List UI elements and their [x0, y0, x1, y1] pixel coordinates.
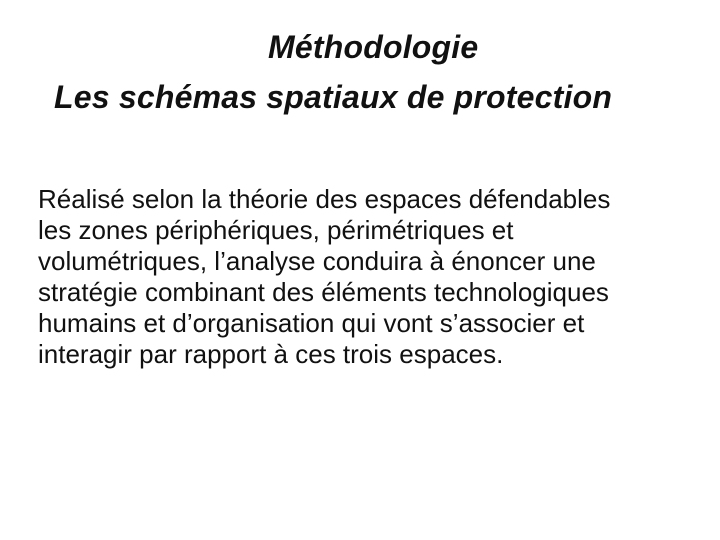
body-line-5: humains et d’organisation qui vont s’associer et — [38, 308, 585, 338]
slide-title-line-1: Méthodologie — [268, 29, 479, 65]
body-line-2: les zones périphériques, périmétriques et — [38, 215, 514, 245]
body-line-4: stratégie combinant des éléments technologiques — [38, 277, 609, 307]
body-line-3: volumétriques, l’analyse conduira à énoncer une — [38, 246, 596, 276]
body-line-6: interagir par rapport à ces trois espaces. — [38, 339, 504, 369]
slide-body-text — [38, 184, 720, 370]
body-line-1: Réalisé selon la théorie des espaces défendables — [38, 184, 611, 214]
slide-title-line-2: Les schémas spatiaux de protection — [54, 79, 613, 115]
